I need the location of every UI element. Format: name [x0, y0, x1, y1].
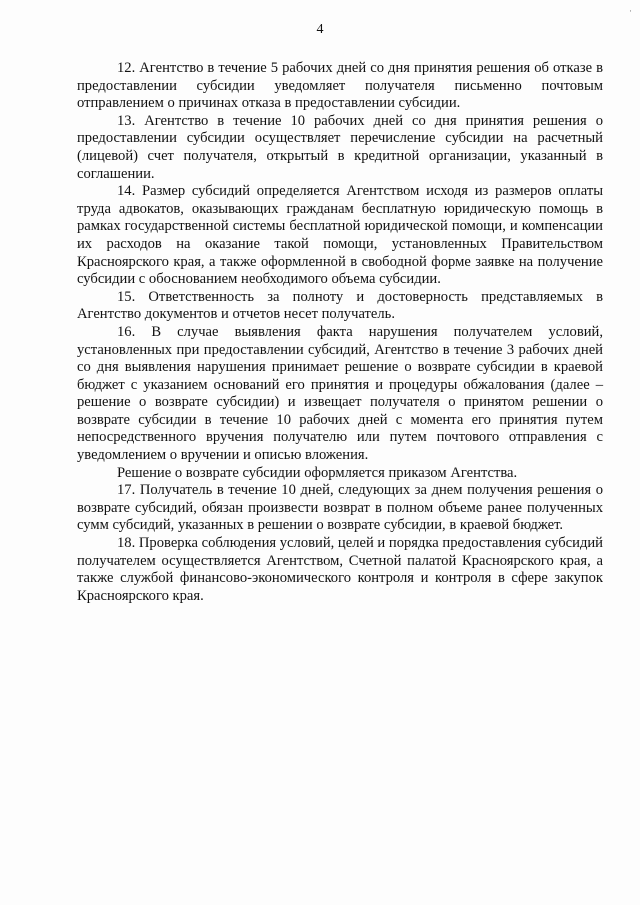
document-body	[77, 60, 603, 605]
paragraph-18: 18. Проверка соблюдения условий, целей и порядка предоставления субсидий получателем осуществляется Агентством, Счетной палатой Красноярского края, а также службой финансово-экономического контроля и контроля в сфере закупок Красноярского края.	[77, 535, 603, 604]
paragraph-13: 13. Агентство в течение 10 рабочих дней со дня принятия решения о предоставлении субсидии осуществляет перечисление субсидии на расчетный (лицевой) счет получателя, открытый в кредитной организации, указанный в соглашении.	[77, 112, 603, 182]
page-number: 4	[316, 22, 324, 37]
paragraph-14: 14. Размер субсидий определяется Агентством исходя из размеров оплаты труда адвокатов, оказывающих гражданам бесплатную юридическую помощь в рамках государственной системы бесплатной юридической помощи, и компенсации их расходов на оказание такой помощи, установленных Правительством Красноярского края, а также оформленной в свободной форме заявке на получение субсидии с обоснованием необходимого объема субсидии.	[77, 183, 603, 288]
paragraph-12: 12. Агентство в течение 5 рабочих дней со дня принятия решения об отказе в предоставлении субсидии уведомляет получателя письменно почтовым отправлением о причинах отказа в предоставлении субсидии.	[77, 60, 603, 112]
paragraph-16: 16. В случае выявления факта нарушения получателем условий, установленных при предоставлении субсидий, Агентство в течение 3 рабочих дней со дня выявления нарушения принимает решение о возврате субсидии в краевой бюджет с указанием оснований его принятия и процедуры обжалования (далее – решение о возврате субсидии) и извещает получателя о принятом решении о возврате субсидии в течение 10 рабочих дней с момента его принятия путем непосредственного вручения получателю или путем почтового отправления с уведомлением о вручении и описью вложения.	[77, 323, 603, 464]
scan-mark: ·	[629, 6, 632, 16]
paragraph-15: 15. Ответственность за полноту и достоверность представляемых в Агентство документов и отчетов несет получатель.	[77, 288, 603, 323]
paragraph-16-note: Решение о возврате субсидии оформляется приказом Агентства.	[117, 464, 518, 481]
paragraph-17: 17. Получатель в течение 10 дней, следующих за днем получения решения о возврате субсидий, обязан произвести возврат в полном объеме ранее полученных сумм субсидий, указанных в решении о возврате субсидии, в краевой бюджет.	[77, 482, 603, 534]
